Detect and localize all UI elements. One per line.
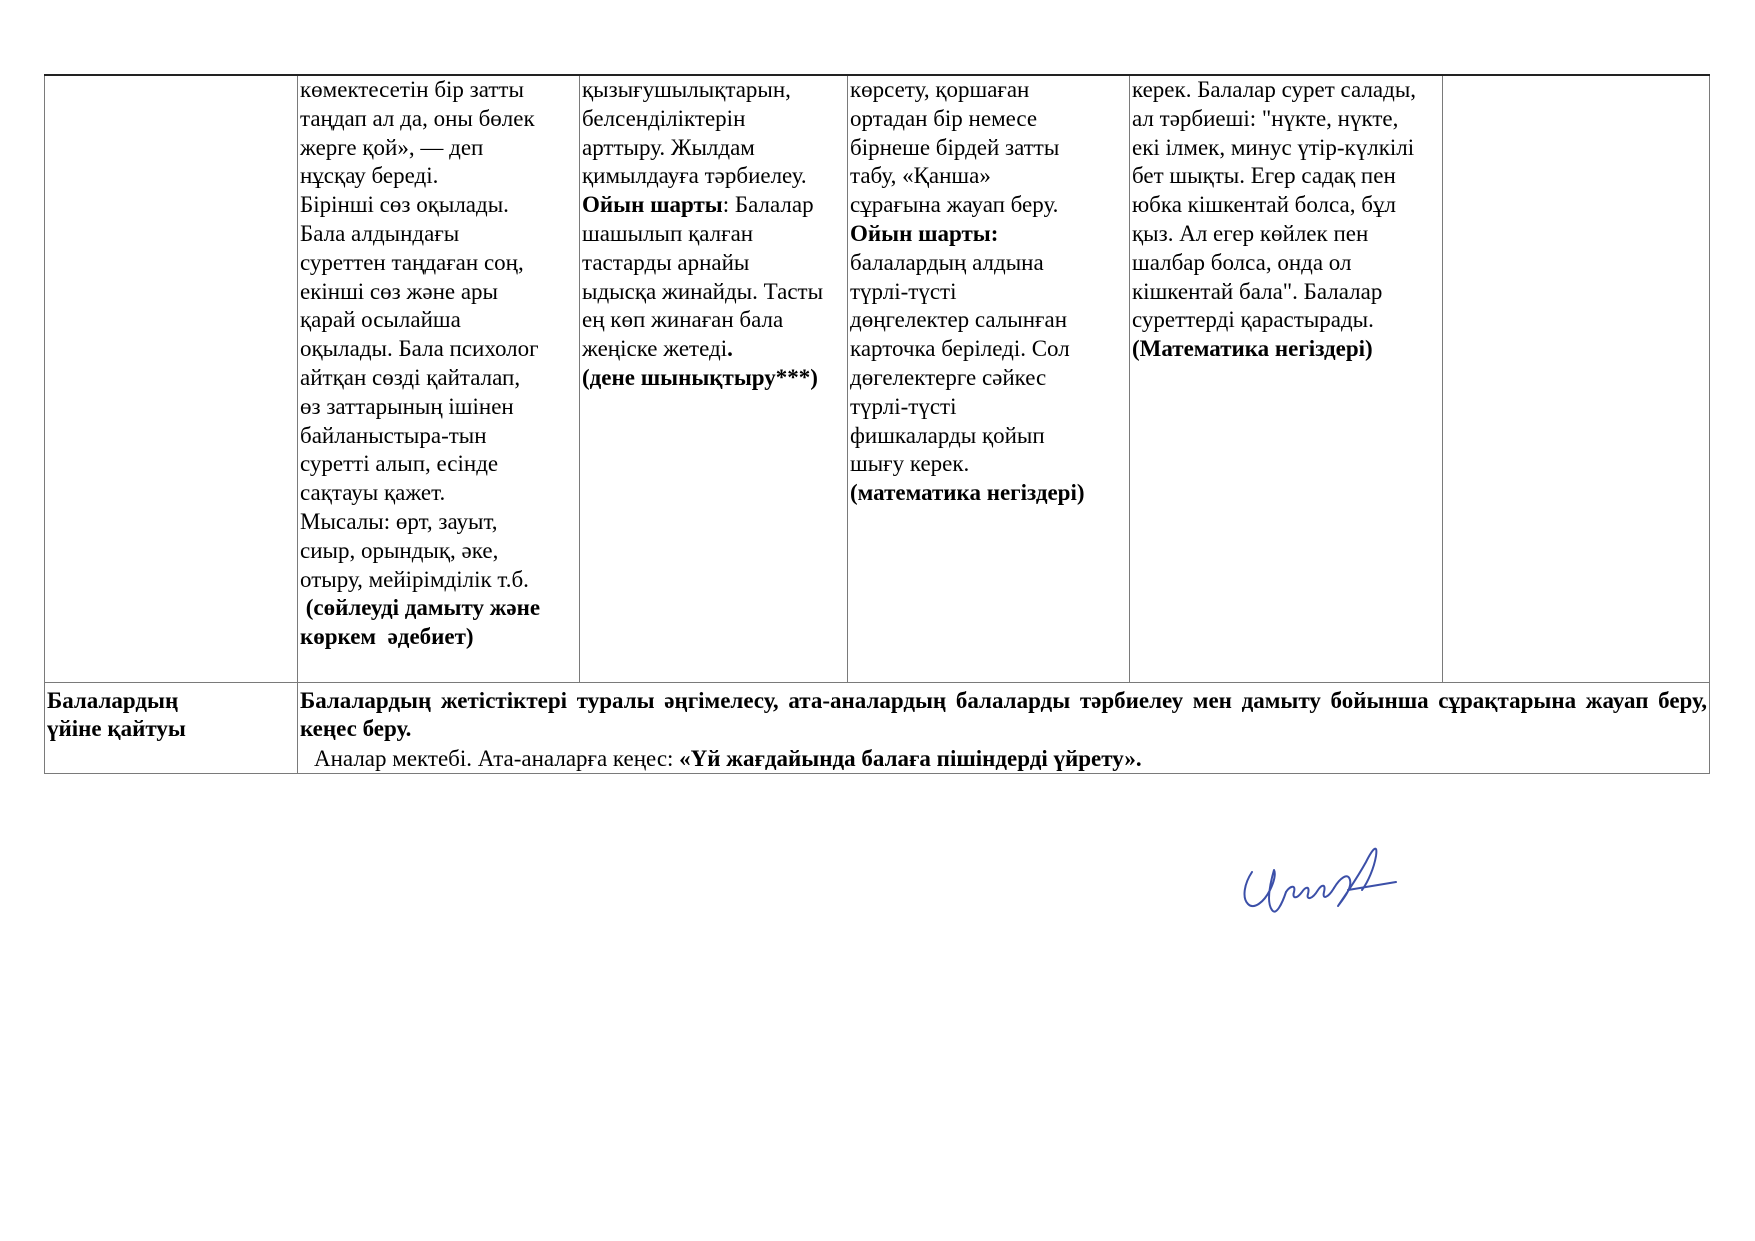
text-line: табу, «Қанша» xyxy=(850,163,991,189)
text-line: қарай осылайша xyxy=(300,307,461,333)
text-line: карточка беріледі. Сол xyxy=(850,336,1070,362)
signature-stroke xyxy=(1334,849,1376,906)
plan-table xyxy=(44,74,1710,774)
subject-tag: (дене шынықтыру***) xyxy=(582,364,818,390)
subject-tag: (сөйлеуді дамыту және xyxy=(300,595,541,621)
table-cell-section-label xyxy=(45,683,298,774)
text-line: сұрағына жауап беру. xyxy=(850,192,1059,218)
text-line: балалардың алдына xyxy=(850,249,1044,275)
table-cell-empty xyxy=(1443,75,1710,683)
text-line xyxy=(582,335,845,364)
text-line: қимылдауға тәрбиелеу. xyxy=(582,163,807,189)
text-line: екі ілмек, минус үтір-күлкілі xyxy=(1132,134,1415,160)
section-label-line: Балалардың xyxy=(47,688,179,713)
text-line: өз заттарының ішінен xyxy=(300,393,514,419)
advice-intro: Аналар мектебі. Ата-аналарға кеңес: xyxy=(314,746,680,771)
text-line: қыз. Ал егер көйлек пен xyxy=(1132,220,1369,246)
text-line: сиыр, орындық, әке, xyxy=(300,537,499,563)
text-line: фишкаларды қойып xyxy=(850,422,1045,448)
section-label xyxy=(47,683,295,743)
text-line: сақтауы қажет. xyxy=(300,480,446,506)
text-line: таңдап ал да, оны бөлек xyxy=(300,105,535,131)
text-line: қызығушылықтарын, xyxy=(582,77,791,102)
text-line: шашылып қалған xyxy=(582,220,754,246)
table-cell-speech-game xyxy=(298,75,580,683)
text-line: ал тәрбиеші: "нүкте, нүкте, xyxy=(1132,105,1399,131)
text-line: айтқан сөзді қайталап, xyxy=(300,364,521,390)
text-line: дөгелектерге сәйкес xyxy=(850,364,1047,390)
text-line: түрлі-түсті xyxy=(850,393,957,419)
text-line: Бірінші сөз оқылады. xyxy=(300,192,509,218)
text-line: көмектесетін бір затты xyxy=(300,77,524,102)
text-line: оқылады. Бала психолог xyxy=(300,336,539,362)
text-line: байланыстыра-тын xyxy=(300,422,487,448)
text-fragment: : Балалар xyxy=(722,192,814,218)
text-line: ең көп жинаған бала xyxy=(582,307,784,333)
text-line: дөңгелектер салынған xyxy=(850,307,1068,333)
text-line: екінші сөз және ары xyxy=(300,278,499,304)
text-fragment: . xyxy=(727,336,733,362)
text-line: ортадан бір немесе xyxy=(850,105,1038,131)
subject-tag: (математика негіздері) xyxy=(850,480,1085,506)
text-line: кішкентай бала". Балалар xyxy=(1132,278,1383,304)
text-line: түрлі-түсті xyxy=(850,278,957,304)
text-line: бірнеше бірдей затты xyxy=(850,134,1060,160)
table-cell-math-game xyxy=(848,75,1130,683)
text-fragment: жеңіске жетеді xyxy=(582,336,728,362)
subject-tag: (Математика негіздері) xyxy=(1132,336,1373,362)
text-line: бет шықты. Егер садақ пен xyxy=(1132,163,1396,189)
text-line: юбка кішкентай болса, бұл xyxy=(1132,192,1396,218)
text-line: керек. Балалар сурет салады, xyxy=(1132,77,1417,102)
text-line xyxy=(582,191,845,220)
table-cell-empty xyxy=(45,75,298,683)
section-label-line: үйіне қайтуы xyxy=(47,716,186,741)
table-cell-drawing-game xyxy=(1130,75,1443,683)
advice-topic: «Үй жағдайында балаға пішіндерді үйрету». xyxy=(679,746,1142,771)
game-rules-heading: Ойын шарты xyxy=(582,192,723,218)
text-line: шалбар болса, онда ол xyxy=(1132,249,1352,275)
signature-stroke xyxy=(1348,882,1396,890)
text-line: белсенділіктерін xyxy=(582,105,746,131)
signature-stroke xyxy=(1286,886,1334,898)
text-line: ыдысқа жинайды. Тасты xyxy=(582,278,824,304)
text-line: суреттерді қарастырады. xyxy=(1132,307,1374,333)
handwritten-signature xyxy=(1238,832,1398,932)
text-line: отыру, мейірімділік т.б. xyxy=(300,566,529,592)
text-line: нұсқау береді. xyxy=(300,163,439,189)
text-line: суретті алып, есінде xyxy=(300,451,499,477)
text-line: Бала алдындағы xyxy=(300,220,460,246)
game-rules-heading: Ойын шарты: xyxy=(850,220,999,246)
parent-advice xyxy=(300,743,1707,773)
text-line: жерге қой», — деп xyxy=(300,134,484,160)
table-cell-parent-talk xyxy=(298,683,1710,774)
table-cell-pe-game xyxy=(580,75,848,683)
parent-talk-text: Балалардың жетістіктері туралы әңгімелесу, ата-аналардың балаларды тәрбиелеу мен дамыту бойынша сұрақтарына жауап беру, кеңес беру. xyxy=(300,688,1707,741)
signature-stroke xyxy=(1245,870,1286,912)
text-line: суреттен таңдаған соң, xyxy=(300,249,524,275)
subject-tag: көркем әдебиет) xyxy=(300,624,474,650)
table-row xyxy=(45,75,1710,683)
text-line: арттыру. Жылдам xyxy=(582,134,755,160)
text-line: Мысалы: өрт, зауыт, xyxy=(300,508,498,534)
text-line: шығу керек. xyxy=(850,451,970,477)
text-line: көрсету, қоршаған xyxy=(850,77,1030,102)
table-row xyxy=(45,683,1710,774)
text-line: тастарды арнайы xyxy=(582,249,750,275)
